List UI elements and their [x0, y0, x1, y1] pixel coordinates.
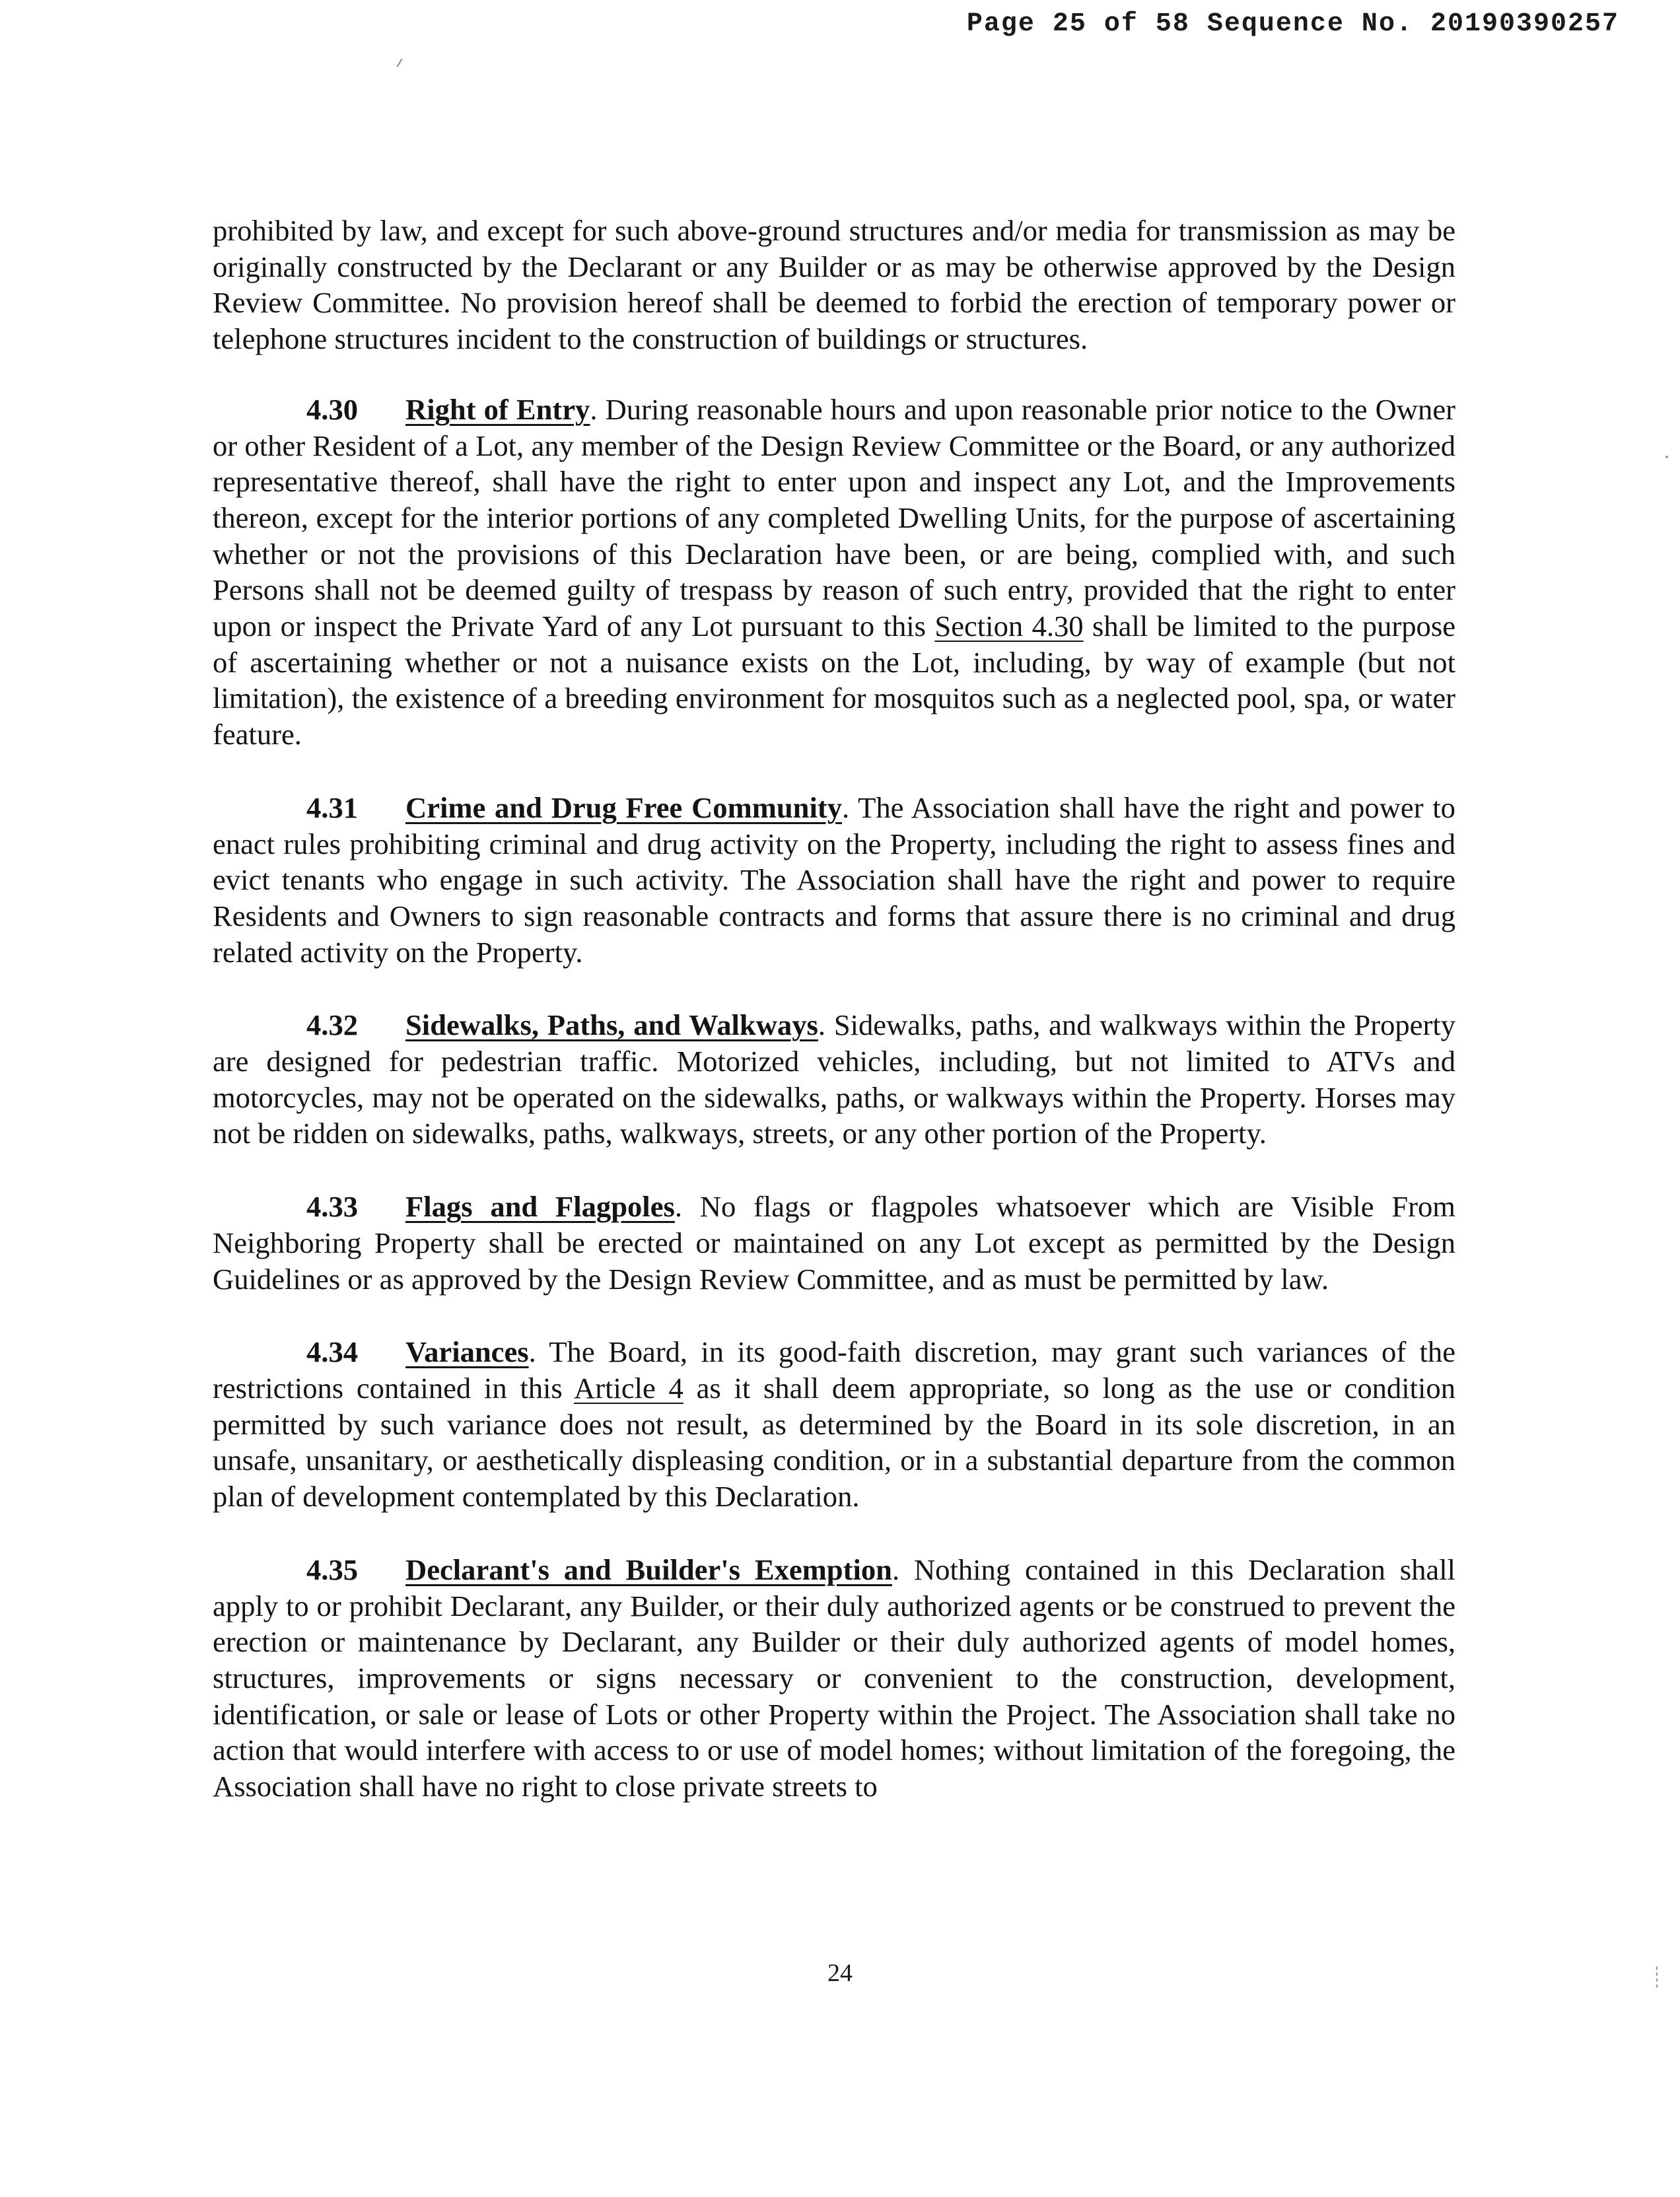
section-text: . The Association shall have the right and power to enact rules prohibiting criminal and drug activity on the Property, including the right to assess fines and evict tenants who engage in such activity. The Association shall have the right and power to require Residents and Owners to sign reasonable contracts and forms that assure there is no criminal and drug related activity on the Property.: [213, 790, 1455, 969]
section-text: . The Board, in its good-faith discretion, may grant such variances of the restrictions contained in this: [213, 1335, 1455, 1405]
stray-pen-mark: [397, 58, 403, 67]
section-4-30: [213, 392, 1455, 753]
section-number: 4.35: [306, 1552, 359, 1586]
section-4-34: [213, 1334, 1455, 1515]
section-4-32: [213, 1007, 1455, 1152]
section-title: Declarant's and Builder's Exemption: [405, 1552, 892, 1586]
section-number: 4.34: [306, 1335, 359, 1369]
section-title: Variances: [405, 1335, 529, 1369]
section-text: . No flags or flagpoles whatsoever which are Visible From Neighboring Property shall be erected or maintained on any Lot except as permitted by the Design Guidelines or as approved by the Design Review Committee, and as must be permitted by law.: [213, 1190, 1455, 1296]
section-number: 4.31: [306, 790, 359, 824]
section-title: Right of Entry: [405, 392, 590, 426]
intro-paragraph: prohibited by law, and except for such above-ground structures and/or media for transmission as may be originally constructed by the Declarant or any Builder or as may be otherwise approved by the Design Review Committee. No provision hereof shall be deemed to forbid the erection of temporary power or telephone structures incident to the construction of buildings or structures.: [213, 214, 1455, 356]
section-number: 4.32: [306, 1008, 359, 1042]
section-4-31: [213, 790, 1455, 971]
section-4-33: [213, 1189, 1455, 1297]
section-text: . Nothing contained in this Declaration shall apply to or prohibit Declarant, any Builder, or their duly authorized agents or be construed to prevent the erection or maintenance by Declarant, any Builder or their duly authorized agents of model homes, structures, improvements or signs necessary or convenient to the construction, development, identification, or sale or lease of Lots or other Property within the Project. The Association shall take no action that would interfere with access to or use of model homes; without limitation of the foregoing, the Association shall have no right to close private streets to: [213, 1552, 1455, 1803]
document-body: [213, 213, 1455, 1842]
section-title: Crime and Drug Free Community: [405, 790, 842, 824]
section-reference: Article 4: [574, 1371, 683, 1405]
section-title: Sidewalks, Paths, and Walkways: [405, 1008, 818, 1042]
section-reference: Section 4.30: [934, 610, 1084, 643]
page-header: Page 25 of 58 Sequence No. 20190390257: [966, 9, 1619, 39]
margin-speck: [1665, 456, 1668, 458]
section-4-35: [213, 1552, 1455, 1805]
section-number: 4.30: [306, 392, 359, 426]
section-title: Flags and Flagpoles: [405, 1190, 675, 1224]
section-text: . Sidewalks, paths, and walkways within the Property are designed for pedestrian traffic. Motorized vehicles, including, but not limited to ATVs and motorcycles, may not be operated on the sidewalks, paths, or walkways within the Property. Horses may not be ridden on sidewalks, paths, walkways, streets, or any other portion of the Property.: [213, 1008, 1456, 1150]
section-number: 4.33: [306, 1190, 359, 1224]
section-text-continued: shall be limited to the purpose of ascertaining whether or not a nuisance exists on the Lot, including, by way of example (but not limitation), the existence of a breeding environment for mosquitos such as a neglected pool, spa, or water feature.: [213, 610, 1455, 751]
section-text-continued: as it shall deem appropriate, so long as the use or condition permitted by such variance does not result, as determined by the Board in its sole discretion, in an unsafe, unsanitary, or aesthetically displeasing condition, or in a substantial departure from the common plan of development contemplated by this Declaration.: [213, 1371, 1455, 1514]
section-text: . During reasonable hours and upon reasonable prior notice to the Owner or other Resident of a Lot, any member of the Design Review Committee or the Board, or any authorized representative thereof, shall have the right to enter upon and inspect any Lot, and the Improvements thereon, except for the interior portions of any completed Dwelling Units, for the purpose of ascertaining whether or not the provisions of this Declaration have been, or are being, complied with, and such Persons shall not be deemed guilty of trespass by reason of such entry, provided that the right to enter upon or inspect the Private Yard of any Lot pursuant to this: [213, 392, 1455, 643]
page-number: 24: [827, 1959, 853, 1987]
